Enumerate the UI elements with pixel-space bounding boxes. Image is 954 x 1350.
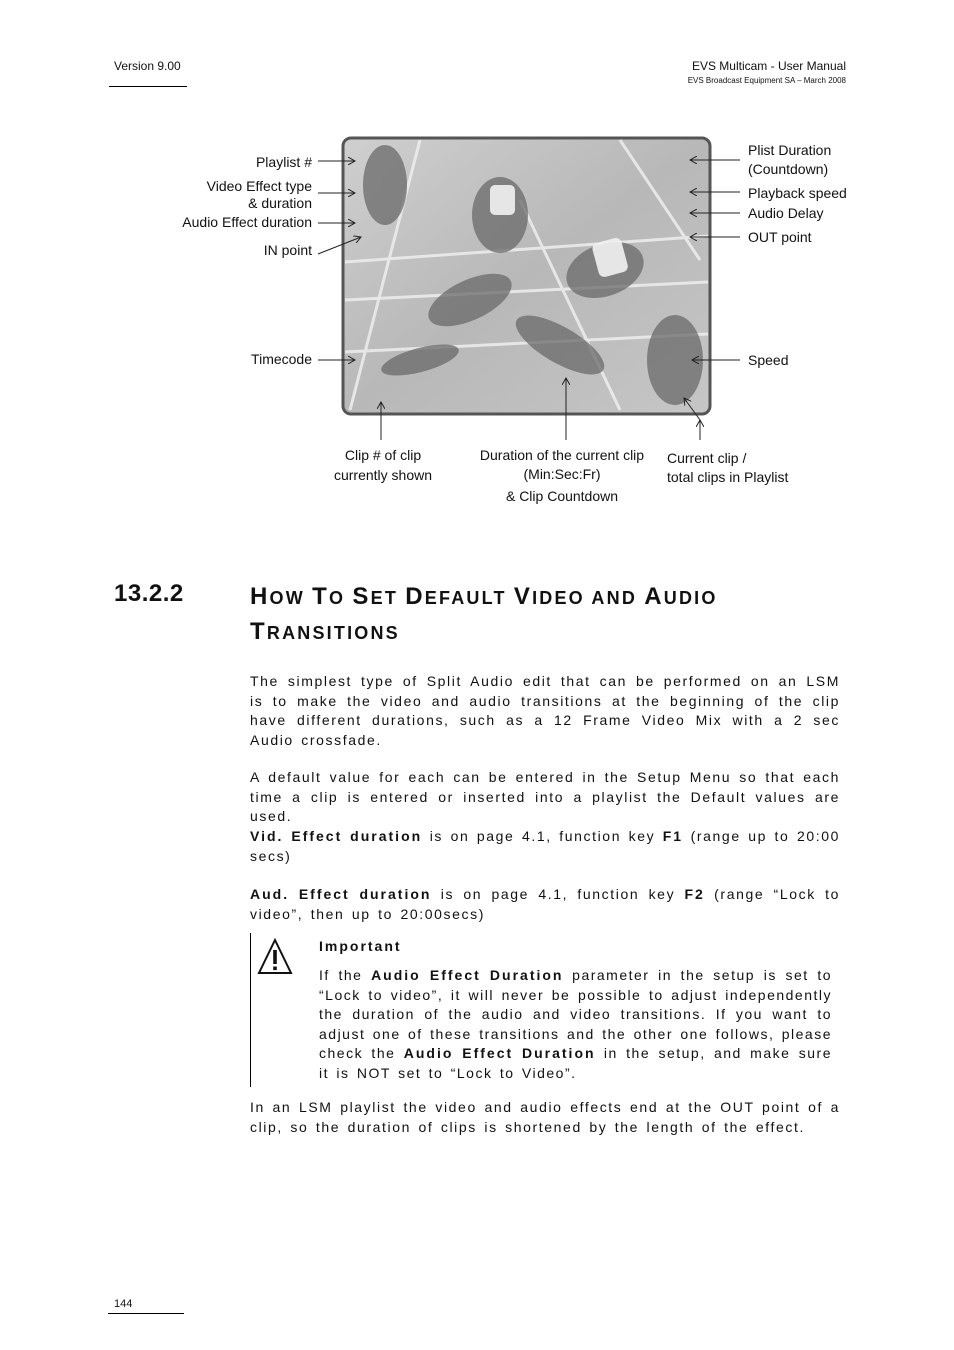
label-out-point: OUT point xyxy=(748,229,812,245)
warning-icon xyxy=(257,937,293,977)
section-number: 13.2.2 xyxy=(114,580,184,607)
title-part: H xyxy=(250,583,270,610)
note-text-part: in the setup, and make sure it is NOT set to “Lock to Video”. xyxy=(319,1045,832,1081)
function-key: F1 xyxy=(662,828,684,844)
label-video-effect xyxy=(207,178,312,212)
label-plist-duration xyxy=(748,142,831,178)
paragraph-text: is on page 4.1, function key xyxy=(422,828,663,844)
label-clip-duration-line2: (Min:Sec:Fr) xyxy=(523,466,601,482)
label-clip-duration-line1: Duration of the current clip xyxy=(479,447,645,463)
title-part: EFAULT xyxy=(424,588,514,608)
company-line: EVS Broadcast Equipment SA – March 2008 xyxy=(687,76,846,85)
note-text xyxy=(319,966,832,1083)
manual-title: EVS Multicam - User Manual xyxy=(691,59,846,73)
section-title xyxy=(250,580,718,650)
title-part: V xyxy=(513,583,533,610)
label-speed: Speed xyxy=(748,352,789,368)
label-clip-number-line1: Clip # of clip xyxy=(344,447,422,463)
label-plist-duration-line1: Plist Duration xyxy=(748,142,832,158)
title-part: O xyxy=(329,588,353,608)
footer-rule xyxy=(108,1313,184,1314)
setting-name: Audio Effect Duration xyxy=(371,967,564,983)
title-part: A xyxy=(644,583,664,610)
function-key: F2 xyxy=(684,886,705,902)
version-label: Version 9.00 xyxy=(114,59,181,73)
label-playlist: Playlist # xyxy=(255,154,312,170)
monitor-diagram xyxy=(0,0,954,530)
title-part: T xyxy=(250,618,267,645)
note-bar xyxy=(250,933,251,1087)
paragraph-text: (range “Lock to video”, then up to 20:00secs) xyxy=(250,886,840,922)
label-timecode: Timecode xyxy=(251,351,312,367)
label-clip-number xyxy=(323,447,443,484)
setting-name: Aud. Effect duration xyxy=(250,886,432,902)
note-text-part: parameter in the setup is set to “Lock to video”, it will never be possible to adjust independently the duration of the audio and video transitions. If you want to adjust one of these transitions and the other one follows, please check the xyxy=(319,967,832,1061)
paragraph-5: In an LSM playlist the video and audio effects end at the OUT point of a clip, so the duration of clips is shortened by the length of the effect. xyxy=(250,1099,840,1135)
page-number: 144 xyxy=(114,1298,133,1310)
paragraph-4 xyxy=(250,885,840,924)
title-part: UDIO xyxy=(663,588,718,608)
label-video-effect-line1: Video Effect type xyxy=(206,178,312,194)
label-current-clip-line2: total clips in Playlist xyxy=(667,469,789,485)
label-clip-duration-line3: & Clip Countdown xyxy=(505,488,619,504)
section-title-line1 xyxy=(250,580,718,615)
paragraph-text: is on page 4.1, function key xyxy=(431,886,685,902)
title-part: RANSITIONS xyxy=(266,623,400,643)
label-audio-delay: Audio Delay xyxy=(748,205,824,221)
title-part: D xyxy=(405,583,425,610)
title-part: ET xyxy=(370,588,406,608)
setting-name: Audio Effect Duration xyxy=(403,1045,596,1061)
label-current-clip xyxy=(667,450,788,486)
note-title: Important xyxy=(319,938,402,954)
label-playback-speed: Playback speed xyxy=(748,185,847,201)
label-current-clip-line1: Current clip / xyxy=(667,450,747,466)
paragraph-1: The simplest type of Split Audio edit that can be performed on an LSM is to make the video and audio transitions at the beginning of the clip have different durations, such as a 12 Frame Video Mix with a 2 sec Audio crossfade. xyxy=(250,673,840,748)
note-text-part: If the xyxy=(319,967,372,983)
label-clip-number-line2: currently shown xyxy=(333,467,433,483)
paragraph-text: (range up to 20:00 secs) xyxy=(250,828,840,864)
title-part: IDEO AND xyxy=(532,588,645,608)
title-part: S xyxy=(352,583,371,610)
title-part: T xyxy=(312,583,330,610)
section-title-line2 xyxy=(250,615,718,650)
video-frame xyxy=(343,138,710,414)
label-clip-duration xyxy=(470,447,654,505)
title-part: OW xyxy=(269,588,313,608)
label-plist-duration-line2: (Countdown) xyxy=(748,161,829,177)
label-in-point: IN point xyxy=(263,242,312,258)
label-audio-effect: Audio Effect duration xyxy=(182,214,312,230)
setting-name: Vid. Effect duration xyxy=(250,828,423,844)
paragraph-3 xyxy=(250,827,840,866)
paragraph-2: A default value for each can be entered in the Setup Menu so that each time a clip is entered or inserted into a playlist the Default values are used. xyxy=(250,769,840,824)
label-video-effect-line2: & duration xyxy=(248,195,312,211)
